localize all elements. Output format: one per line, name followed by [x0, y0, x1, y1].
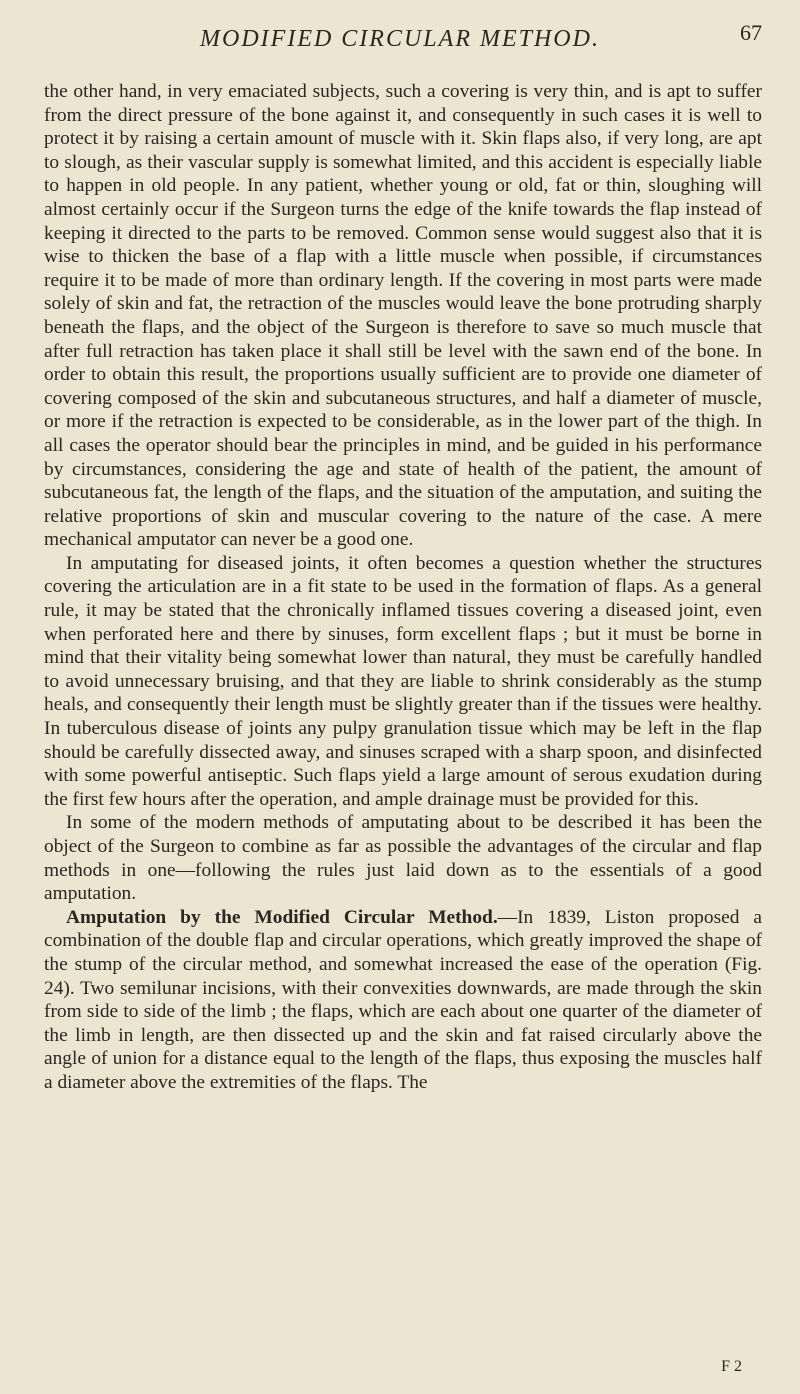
paragraph-2: In amputating for diseased joints, it often becomes a question whether the structures covering the articulation are in a fit state to be used in the formation of flaps. As a general rule, it may be stated that the chronically inflamed tissues covering a diseased joint, even when perforated here and there by sinuses, form excellent flaps ; but it must be borne in mind that their vitality being somewhat lower than natural, they must be carefully handled to avoid unnecessary bruising, and that they are liable to shrink considerably as the stump heals, and consequently their length must be slightly greater than if the tissues were healthy. In tuberculous disease of joints any pulpy granulation tissue which may be left in the flap should be carefully dissected away, and sinuses scraped with a sharp spoon, and disinfected with some powerful antiseptic. Such flaps yield a large amount of serous exudation during the first few hours after the operation, and ample drainage must be provided for this.	[44, 552, 762, 810]
signature-mark: F 2	[721, 1358, 742, 1375]
body-text	[44, 80, 762, 1095]
paragraph-1: the other hand, in very emaciated subjects, such a covering is very thin, and is apt to suffer from the direct pressure of the bone against it, and consequently in such cases it is well to protect it by raising a certain amount of muscle with it. Skin flaps also, if very long, are apt to slough, as their vascular supply is somewhat limited, and this accident is especially liable to happen in old people. In any patient, whether young or old, fat or thin, sloughing will almost certainly occur if the Surgeon turns the edge of the knife towards the flap instead of keeping it directed to the parts to be removed. Common sense would suggest also that it is wise to thicken the base of a flap with a little muscle when possible, if circumstances require it to be made of more than ordinary length. If the covering in most parts were made solely of skin and fat, the retraction of the muscles would leave the bone protruding sharply beneath the flaps, and the object of the Surgeon is therefore to save so much muscle that after full retraction has taken place it shall still be level with the sawn end of the bone. In order to obtain this result, the proportions usually sufficient are to provide one diameter of covering composed of the skin and subcutaneous structures, and half a diameter of muscle, or more if the retraction is expected to be considerable, as in the lower part of the thigh. In all cases the operator should bear the principles in mind, and be guided in his performance by circumstances, considering the age and state of health of the patient, the amount of subcutaneous fat, the length of the flaps, and the situation of the amputation, and suiting the relative proportions of skin and muscular covering to the nature of the case. A mere mechanical amputator can never be a good one.	[44, 81, 762, 551]
paragraph-4-text: —In 1839, Liston proposed a combination of the double flap and circular operations, which greatly improved the shape of the stump of the circular method, and somewhat increased the ease of the operation (Fig. 24). Two semilunar incisions, with their convexities downwards, are made through the skin from side to side of the limb ; the flaps, which are each about one quarter of the diameter of the limb in length, are then dissected up and the skin and fat raised circularly above the angle of union for a distance equal to the length of the flaps, thus exposing the muscles half a diameter above the extremities of the flaps. The	[44, 906, 762, 1093]
paragraph-3: In some of the modern methods of amputating about to be described it has been the object of the Surgeon to combine as far as possible the advantages of the circular and flap methods in one—following the rules just laid down as to the essentials of a good amputation.	[44, 812, 762, 905]
running-title: MODIFIED CIRCULAR METHOD.	[200, 26, 600, 52]
running-head	[0, 20, 800, 60]
page-number: 67	[740, 20, 762, 45]
paragraph-4	[44, 906, 762, 1095]
section-heading: Amputation by the Modified Circular Method.	[66, 906, 498, 928]
